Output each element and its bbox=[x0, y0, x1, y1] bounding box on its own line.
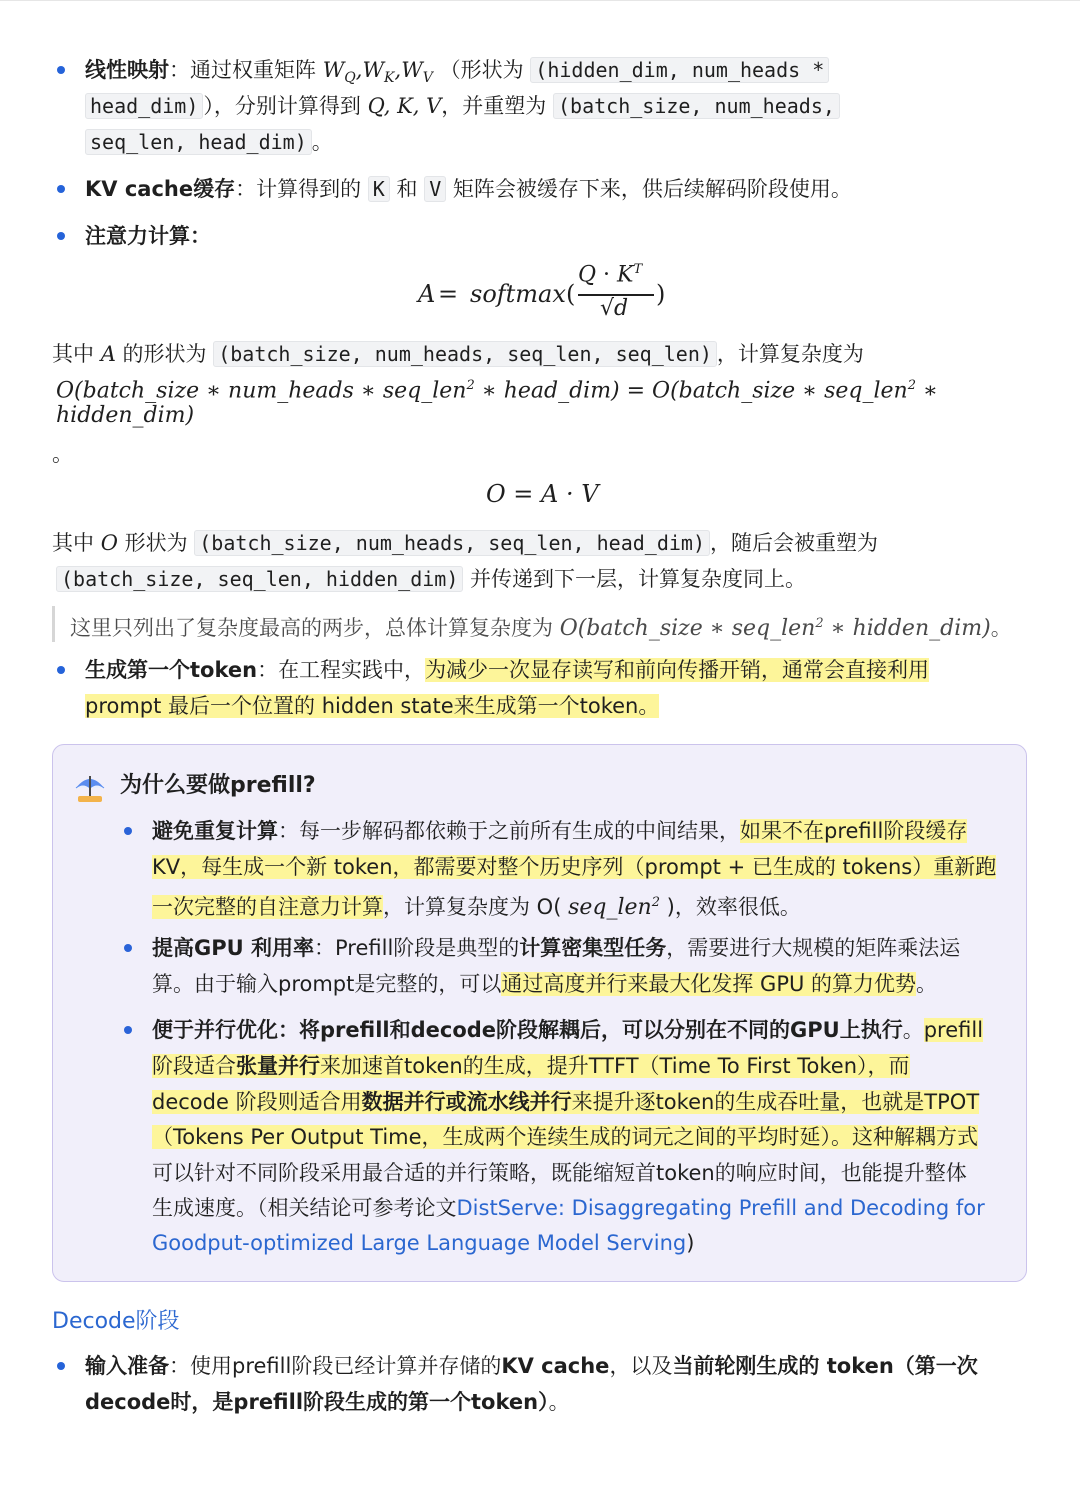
callout-title: 为什么要做prefill? bbox=[120, 773, 316, 798]
inline-code: seq_len, head_dim) bbox=[85, 129, 312, 155]
inline-code: K bbox=[368, 176, 390, 202]
output-shape-line-1: 其中 O 形状为 (batch_size, num_heads, seq_len, head_dim) ，随后会被重塑为 bbox=[52, 531, 878, 555]
attention-shape-line-1: 其中 A 的形状为 (batch_size, num_heads, seq_len, seq_len) ，计算复杂度为 bbox=[52, 342, 864, 366]
bullet-dot bbox=[57, 232, 65, 240]
linear-mapping-label: 线性映射 bbox=[85, 58, 169, 82]
attention-complexity-line-3: hidden_dim) bbox=[56, 403, 195, 428]
avoid-recompute-line-2: KV，每生成一个新 token，都需要对整个历史序列（prompt + 已生成的 tokens）重新跑 bbox=[152, 855, 997, 879]
parallel-opt-line-2: 阶段适合张量并行来加速首token的生成，提升TTFT（Time To First Token），而 bbox=[152, 1054, 910, 1078]
bullet-dot bbox=[124, 944, 132, 952]
bullet-dot bbox=[57, 666, 65, 674]
bullet-dot bbox=[57, 185, 65, 193]
inline-code: (batch_size, seq_len, hidden_dim) bbox=[56, 566, 463, 592]
inline-code: (batch_size, num_heads, seq_len, seq_len) bbox=[213, 341, 717, 367]
kv-cache-line: KV cache缓存：计算得到的 K 和 V 矩阵会被缓存下来，供后续解码阶段使用。 bbox=[85, 177, 852, 201]
complexity-quote: 这里只列出了复杂度最高的两步，总体计算复杂度为 O(batch_size ∗ seq_len$^2$ ∗ hidden_dim)。 bbox=[70, 616, 1012, 641]
gpu-utilization-line-1: 提高GPU 利用率：Prefill阶段是典型的计算密集型任务，需要进行大规模的矩阵乘法运 bbox=[152, 936, 961, 960]
first-token-label: 生成第一个token bbox=[85, 658, 258, 682]
linear-mapping-line-2: head_dim) ），分别计算得到 Q, K, V，并重塑为 (batch_size, num_heads, bbox=[85, 90, 840, 122]
w-q-symbol: $W_Q,W_K,W_V$ bbox=[322, 58, 433, 87]
inline-code: (batch_size, num_heads, seq_len, head_dim) bbox=[194, 530, 710, 556]
bullet-dot bbox=[57, 66, 65, 74]
output-shape-line-2: (batch_size, seq_len, hidden_dim) 并传递到下一层，计算复杂度同上。 bbox=[56, 563, 806, 595]
bullet-dot bbox=[57, 1362, 65, 1370]
attention-line: 注意力计算： bbox=[85, 224, 211, 248]
umbrella-icon bbox=[72, 768, 108, 804]
parallel-opt-line-7: Goodput-optimized Large Language Model Serving) bbox=[152, 1231, 695, 1255]
parallel-opt-line-1: 便于并行优化：将prefill和decode阶段解耦后，可以分别在不同的GPU上执行。prefill bbox=[152, 1018, 984, 1042]
inline-code: (hidden_dim, num_heads * bbox=[530, 57, 829, 83]
distserve-paper-link-cont[interactable]: Goodput-optimized Large Language Model Serving bbox=[152, 1231, 687, 1255]
input-prep-label: 输入准备 bbox=[85, 1354, 169, 1378]
kv-cache-label: KV cache缓存 bbox=[85, 177, 236, 201]
avoid-recompute-line-1: 避免重复计算：每一步解码都依赖于之前所有生成的中间结果，如果不在prefill阶段缓存 bbox=[152, 819, 968, 843]
avoid-recompute-line-3: 一次完整的自注意力计算，计算复杂度为 O( seq_len$^2$ )，效率很低。 bbox=[152, 895, 801, 920]
blockquote-bar bbox=[52, 606, 55, 642]
linear-mapping-line-1: 线性映射：通过权重矩阵 $W_Q,W_K,W_V$ （形状为 (hidden_dim, num_heads * bbox=[85, 54, 829, 94]
inline-code: head_dim) bbox=[85, 93, 203, 119]
first-token-line-2: prompt 最后一个位置的 hidden state来生成第一个token。 bbox=[85, 694, 660, 718]
input-prep-line-1: 输入准备：使用prefill阶段已经计算并存储的KV cache，以及当前轮刚生成的 token（第一次 bbox=[85, 1354, 978, 1378]
bullet-dot bbox=[124, 827, 132, 835]
input-prep-line-2: decode时，是prefill阶段生成的第一个token）。 bbox=[85, 1390, 570, 1414]
linear-mapping-line-3: seq_len, head_dim) 。 bbox=[85, 126, 333, 158]
parallel-opt-line-3: decode 阶段则适合用数据并行或流水线并行来提升逐token的生成吞吐量，也就是TPOT bbox=[152, 1090, 980, 1114]
decode-section-heading: Decode阶段 bbox=[52, 1309, 180, 1334]
gpu-utilization-line-2: 算。由于输入prompt是完整的，可以通过高度并行来最大化发挥 GPU 的算力优势。 bbox=[152, 972, 938, 996]
bullet-dot bbox=[124, 1026, 132, 1034]
qkv-symbol: Q, K, V bbox=[367, 94, 442, 118]
top-divider bbox=[0, 0, 1080, 1]
attention-label: 注意力计算 bbox=[85, 224, 190, 248]
attention-complexity-line-2: O(batch_size ∗ num_heads ∗ seq_len$^2$ ∗ head_dim) = O(batch_size ∗ seq_len$^2$ ∗ bbox=[56, 378, 938, 404]
output-formula: O = A · V bbox=[486, 480, 599, 508]
parallel-opt-line-5: 可以针对不同阶段采用最合适的并行策略，既能缩短首token的响应时间，也能提升整体 bbox=[152, 1161, 967, 1185]
inline-code: (batch_size, num_heads, bbox=[553, 93, 840, 119]
attention-complexity-period: 。 bbox=[52, 442, 73, 466]
parallel-opt-line-6: 生成速度。（相关结论可参考论文DistServe: Disaggregating Prefill and Decoding for bbox=[152, 1196, 985, 1220]
parallel-opt-line-4: （Tokens Per Output Time，生成两个连续生成的词元之间的平均时延）。这种解耦方式 bbox=[152, 1125, 979, 1149]
inline-code: V bbox=[424, 176, 446, 202]
distserve-paper-link[interactable]: DistServe: Disaggregating Prefill and Decoding for bbox=[456, 1196, 985, 1220]
first-token-line-1: 生成第一个token：在工程实践中，为减少一次显存读写和前向传播开销，通常会直接利用 bbox=[85, 658, 930, 682]
